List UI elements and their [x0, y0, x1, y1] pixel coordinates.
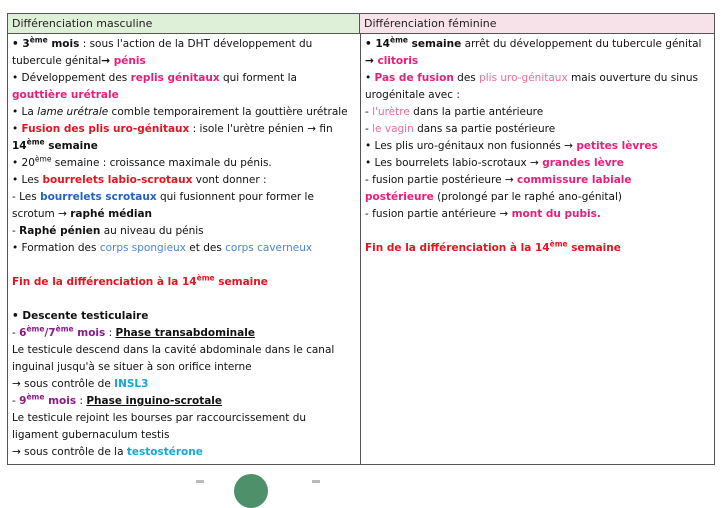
fem-end-line: Fin de la différenciation à la 14ème semaine	[365, 239, 621, 254]
masc-line: - 6ème/7ème mois : Phase transabdominale	[12, 324, 255, 339]
masc-line: - 9ème mois : Phase inguino-scrotale	[12, 392, 223, 407]
masc-line: gouttière urétrale	[12, 89, 119, 101]
masc-line: - Raphé pénien au niveau du pénis	[12, 225, 204, 237]
differentiation-table	[7, 13, 715, 465]
masc-end-line: Fin de la différenciation à la 14ème semaine	[12, 273, 268, 288]
masc-line: • Les bourrelets labio-scrotaux vont donner :	[12, 174, 267, 186]
masc-line: inguinal jusqu'à se situer à son orifice interne	[12, 361, 252, 373]
masculine-column	[12, 36, 358, 461]
masc-line: ligament gubernaculum testis	[12, 429, 170, 441]
masc-line: Le testicule descend dans la cavité abdominale dans le canal	[12, 344, 335, 356]
masc-line: • La lame urétrale comble temporairement la gouttière urétrale	[12, 106, 348, 118]
fem-line: → clitoris	[365, 55, 419, 67]
fem-line: • Pas de fusion des plis uro-génitaux mais ouverture du sinus	[365, 72, 698, 84]
logo-image	[234, 474, 268, 508]
fem-line: - fusion partie postérieure → commissure labiale	[365, 174, 632, 186]
decorative-mark	[312, 480, 320, 483]
masc-line: scrotum → raphé médian	[12, 208, 153, 220]
fem-line: • Les bourrelets labio-scrotaux → grandes lèvre	[365, 157, 624, 169]
masc-line: • Développement des replis génitaux qui forment la	[12, 72, 297, 84]
fem-line: - fusion partie antérieure → mont du pubis.	[365, 208, 601, 220]
fem-line: - l'urètre dans la partie antérieure	[365, 106, 544, 118]
fem-line: - le vagin dans sa partie postérieure	[365, 123, 556, 135]
decorative-mark	[196, 480, 204, 483]
masc-line: - Les bourrelets scrotaux qui fusionnent pour former le	[12, 191, 314, 203]
masc-line: • 20ème semaine : croissance maximale du pénis.	[12, 154, 272, 169]
fem-line: postérieure (prolongé par le raphé ano-génital)	[365, 191, 622, 203]
header-masculine: Différenciation masculine	[8, 14, 360, 34]
column-divider	[360, 34, 361, 464]
fem-line: urogénitale avec :	[365, 89, 460, 101]
masc-line: → sous contrôle de INSL3	[12, 378, 149, 390]
masc-line: tubercule génital→ pénis	[12, 55, 146, 67]
masc-line: → sous contrôle de la testostérone	[12, 446, 203, 458]
masc-line: 14ème semaine	[12, 137, 98, 152]
fem-line: • 14ème semaine arrêt du développement du tubercule génital	[365, 35, 702, 50]
masc-line: • 3ème mois : sous l'action de la DHT développement du	[12, 35, 313, 50]
fem-line: • Les plis uro-génitaux non fusionnés → petites lèvres	[365, 140, 658, 152]
masc-line: • Fusion des plis uro-génitaux : isole l'urètre pénien → fin	[12, 123, 333, 135]
masc-line: Le testicule rejoint les bourses par raccourcissement du	[12, 412, 307, 424]
feminine-column	[365, 36, 711, 257]
masc-line: • Formation des corps spongieux et des corps caverneux	[12, 242, 313, 254]
header-feminine: Différenciation féminine	[360, 14, 714, 34]
masc-descent-title: • Descente testiculaire	[12, 310, 149, 322]
